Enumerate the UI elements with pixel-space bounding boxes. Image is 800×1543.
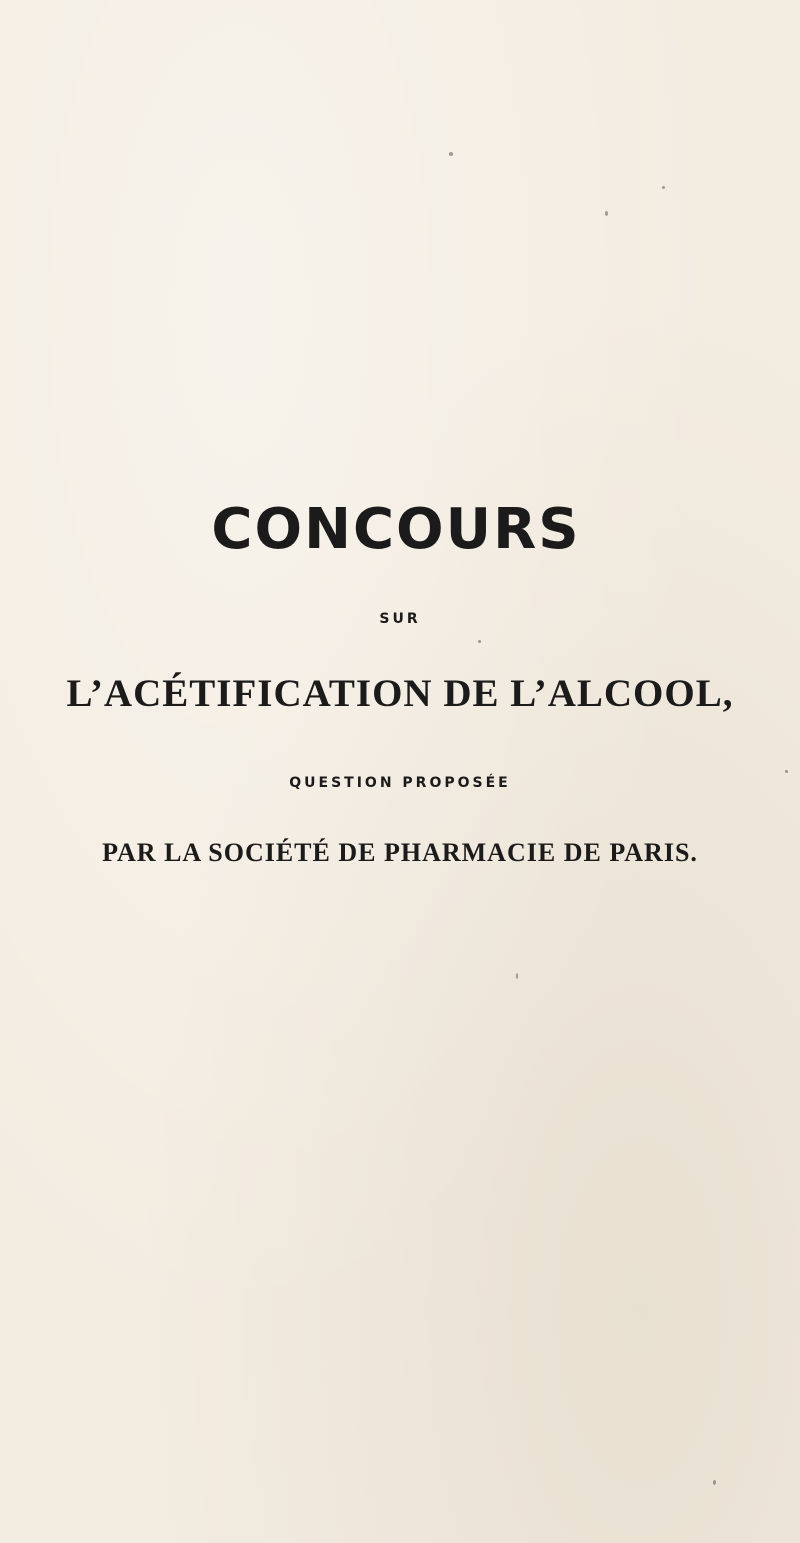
page-title: CONCOURS <box>211 497 581 562</box>
print-speck <box>662 186 665 189</box>
subject-heading: L’ACÉTIFICATION DE L’ALCOOL, <box>66 672 734 715</box>
print-speck <box>449 152 453 156</box>
print-speck <box>516 973 518 979</box>
print-speck <box>713 1480 716 1485</box>
question-line: QUESTION PROPOSÉE <box>289 775 511 791</box>
print-speck <box>478 640 481 643</box>
print-speck <box>785 770 788 773</box>
print-speck <box>605 211 608 216</box>
society-line: PAR LA SOCIÉTÉ DE PHARMACIE DE PARIS. <box>102 838 698 867</box>
title-connector: SUR <box>379 611 421 627</box>
